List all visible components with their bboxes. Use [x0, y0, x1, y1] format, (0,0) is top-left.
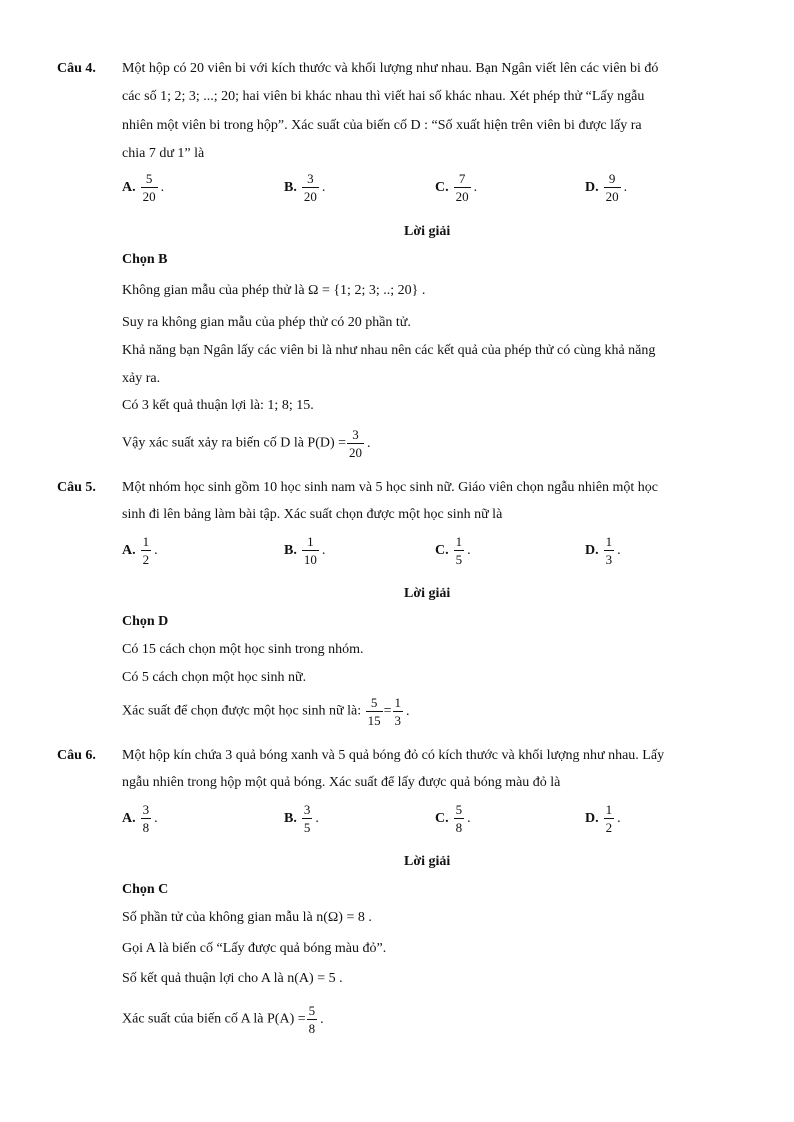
question-4-line-1: Một hộp có 20 viên bi với kích thước và khối lượng như nhau. Bạn Ngân viết lên các viên bi đó	[122, 61, 659, 76]
option-fraction: $\frac{3}{20}$	[303, 171, 317, 204]
q4-option-d: D. $\frac{9}{20}$ .	[585, 171, 628, 204]
q6-option-d: D. $\frac{1}{2}$ .	[585, 802, 621, 835]
question-4-line-3: nhiên một viên bi trong hộp”. Xác suất của biến cố D : “Số xuất hiện trên viên bi được lấy ra	[122, 118, 642, 133]
option-fraction: $\frac{1}{3}$	[605, 534, 613, 567]
final-fraction: $\frac{3}{20}$	[349, 427, 363, 460]
q6-solution-line-1: Số phần tử của không gian mẫu là n(Ω) = 8 .	[122, 910, 372, 925]
q4-solution-line-4: xảy ra.	[122, 371, 161, 386]
q4-option-a: A. $\frac{5}{20}$ .	[122, 171, 165, 204]
option-letter: A.	[122, 542, 136, 558]
q5-option-d: D. $\frac{1}{3}$ .	[585, 534, 621, 567]
question-4-line-4: chia 7 dư 1” là	[122, 146, 205, 161]
option-fraction: $\frac{3}{8}$	[142, 802, 150, 835]
final-fraction-1: $\frac{5}{15}$	[367, 695, 381, 728]
q4-final-answer: Vậy xác suất xảy ra biến cố D là P(D) = $\frac{3}{20}$ .	[122, 427, 371, 460]
q4-option-c: C. $\frac{7}{20}$ .	[435, 171, 478, 204]
q4-solution-line-5: Có 3 kết quả thuận lợi là: 1; 8; 15.	[122, 398, 314, 413]
q6-option-b: B. $\frac{3}{5}$ .	[284, 802, 319, 835]
q4-solution-line-3: Khả năng bạn Ngân lấy các viên bi là như nhau nên các kết quả của phép thử có cùng khả năng	[122, 343, 656, 358]
q6-solution-line-3: Số kết quả thuận lợi cho A là n(A) = 5 .	[122, 971, 343, 986]
option-letter: C.	[435, 810, 449, 826]
question-5-line-2: sinh đi lên bảng làm bài tập. Xác suất chọn được một học sinh nữ là	[122, 507, 503, 522]
question-6-number: Câu 6.	[57, 748, 96, 763]
q5-choice: Chọn D	[122, 614, 169, 629]
question-6-line-1: Một hộp kín chứa 3 quả bóng xanh và 5 quả bóng đỏ có kích thước và khối lượng như nhau. Lấy	[122, 748, 665, 763]
q4-solution-line-1: Không gian mẫu của phép thử là Ω = {1; 2; 3; ..; 20} .	[122, 283, 426, 298]
option-fraction: $\frac{9}{20}$	[605, 171, 619, 204]
q5-option-a: A. $\frac{1}{2}$ .	[122, 534, 158, 567]
option-letter: A.	[122, 179, 136, 195]
q5-option-c: C. $\frac{1}{5}$ .	[435, 534, 471, 567]
q4-solution-line-2: Suy ra không gian mẫu của phép thử có 20 phần tử.	[122, 315, 411, 330]
q4-option-b: B. $\frac{3}{20}$ .	[284, 171, 326, 204]
equals-sign: =	[383, 703, 392, 719]
option-fraction: $\frac{1}{10}$	[303, 534, 317, 567]
option-fraction: $\frac{3}{5}$	[303, 802, 311, 835]
q5-solution-title: Lời giải	[404, 586, 451, 601]
option-letter: C.	[435, 542, 449, 558]
option-fraction: $\frac{5}{8}$	[455, 802, 463, 835]
option-fraction: $\frac{7}{20}$	[455, 171, 469, 204]
option-letter: A.	[122, 810, 136, 826]
option-letter: B.	[284, 542, 297, 558]
q5-final-answer: Xác suất để chọn được một học sinh nữ là: $\frac{5}{15}$ = $\frac{1}{3}$ .	[122, 695, 410, 728]
final-text: Xác suất để chọn được một học sinh nữ là:	[122, 703, 362, 719]
q4-choice: Chọn B	[122, 252, 168, 267]
question-4-line-2: các số 1; 2; 3; ...; 20; hai viên bi khác nhau thì viết hai số khác nhau. Xét phép thử “Lấy ngẫu	[122, 89, 645, 104]
question-5-number: Câu 5.	[57, 480, 96, 495]
final-text: Xác suất của biến cố A là P(A) =	[122, 1011, 306, 1027]
q6-final-answer: Xác suất của biến cố A là P(A) = $\frac{5}{8}$ .	[122, 1003, 324, 1036]
option-fraction: $\frac{1}{2}$	[142, 534, 150, 567]
q6-option-a: A. $\frac{3}{8}$ .	[122, 802, 158, 835]
final-text: Vậy xác suất xảy ra biến cố D là P(D) =	[122, 435, 347, 451]
question-4-number: Câu 4.	[57, 61, 96, 76]
q5-solution-line-2: Có 5 cách chọn một học sinh nữ.	[122, 670, 307, 685]
option-letter: D.	[585, 810, 599, 826]
question-5-line-1: Một nhóm học sinh gồm 10 học sinh nam và 5 học sinh nữ. Giáo viên chọn ngẫu nhiên một học	[122, 480, 659, 495]
q6-solution-line-2: Gọi A là biến cố “Lấy được quả bóng màu đỏ”.	[122, 941, 387, 956]
option-fraction: $\frac{1}{2}$	[605, 802, 613, 835]
q5-solution-line-1: Có 15 cách chọn một học sinh trong nhóm.	[122, 642, 364, 657]
option-fraction: $\frac{1}{5}$	[455, 534, 463, 567]
q4-solution-title: Lời giải	[404, 224, 451, 239]
question-6-line-2: ngẫu nhiên trong hộp một quả bóng. Xác suất để lấy được quả bóng màu đỏ là	[122, 775, 561, 790]
option-letter: B.	[284, 179, 297, 195]
final-fraction-2: $\frac{1}{3}$	[394, 695, 402, 728]
option-letter: C.	[435, 179, 449, 195]
option-letter: D.	[585, 179, 599, 195]
q6-choice: Chọn C	[122, 882, 169, 897]
q5-option-b: B. $\frac{1}{10}$ .	[284, 534, 326, 567]
option-fraction: $\frac{5}{20}$	[142, 171, 156, 204]
option-letter: D.	[585, 542, 599, 558]
final-fraction: $\frac{5}{8}$	[308, 1003, 316, 1036]
q6-option-c: C. $\frac{5}{8}$ .	[435, 802, 471, 835]
q6-solution-title: Lời giải	[404, 854, 451, 869]
option-letter: B.	[284, 810, 297, 826]
